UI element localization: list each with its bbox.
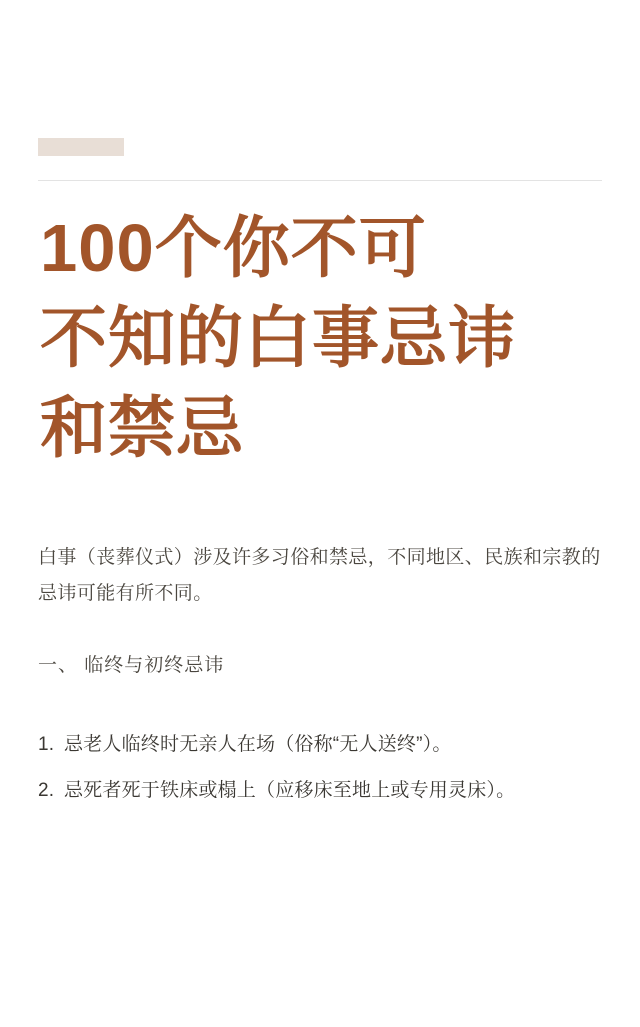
list-item-number: 2. (38, 780, 55, 801)
top-tag-bar (38, 138, 124, 156)
section-heading: 一、 临终与初终忌讳 (38, 655, 225, 676)
taboo-list (38, 726, 606, 810)
list-item-number: 1. (38, 734, 55, 755)
title-line-1: 100个你不可 (38, 206, 606, 292)
title-line-2: 不知的白事忌讳 (38, 296, 606, 382)
intro-paragraph: 白事（丧葬仪式）涉及许多习俗和禁忌，不同地区、民族和宗教的忌讳可能有所不同。 (38, 547, 601, 604)
header-divider (38, 180, 602, 181)
list-item-text: 忌死者死于铁床或榻上（应移床至地上或专用灵床）。 (64, 780, 516, 801)
list-item (38, 726, 606, 764)
body-content (38, 540, 606, 818)
page-title (38, 206, 606, 476)
list-item (38, 772, 606, 810)
list-item-text: 忌老人临终时无亲人在场（俗称“无人送终”）。 (64, 734, 452, 755)
title-line-3: 和禁忌 (38, 386, 606, 472)
